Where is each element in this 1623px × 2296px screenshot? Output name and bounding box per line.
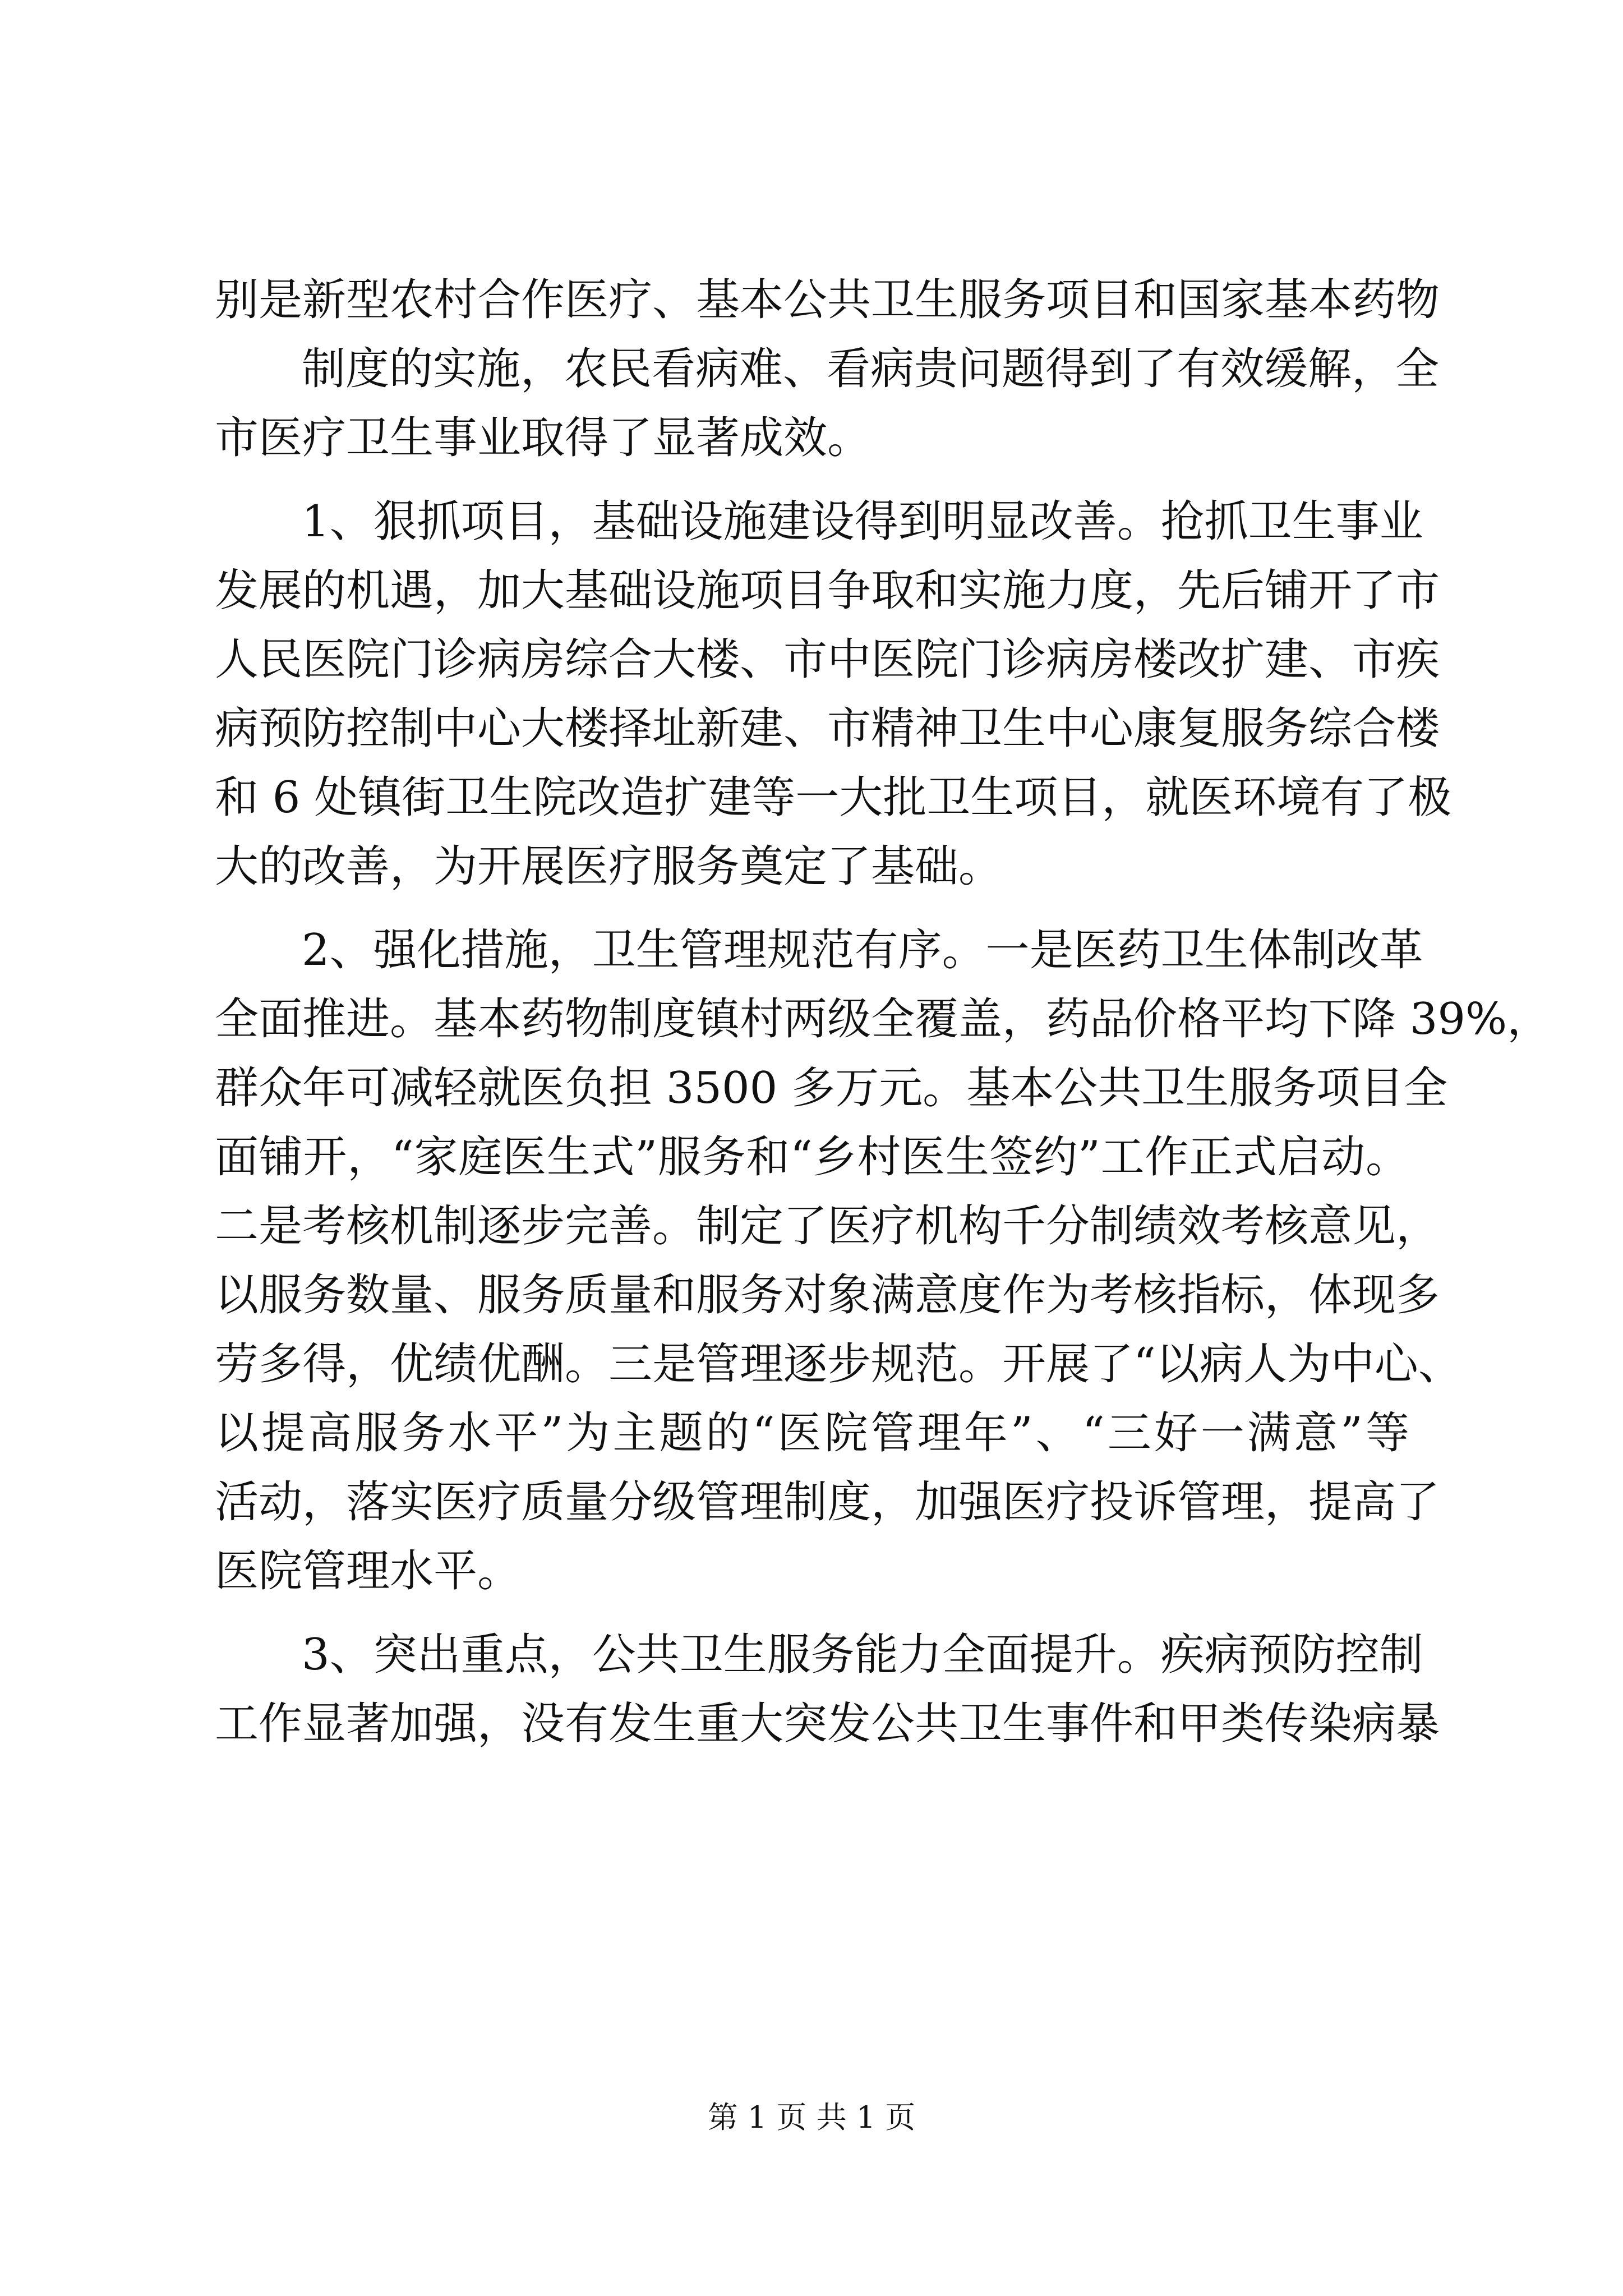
page-footer: 第 1 页 共 1 页 xyxy=(707,2100,916,2135)
text-line: 和 6 处镇街卫生院改造扩建等一大批卫生项目，就医环境有了极 xyxy=(215,772,1452,823)
text-line: 二是考核机制逐步完善。制定了医疗机构千分制绩效考核意见， xyxy=(215,1201,1440,1251)
text-line: 医院管理水平。 xyxy=(215,1546,522,1596)
paragraph-gap xyxy=(215,1606,1409,1621)
text-line: 病预防控制中心大楼择址新建、市精神卫生中心康复服务综合楼 xyxy=(215,703,1440,754)
text-line: 市医疗卫生事业取得了显著成效。 xyxy=(215,413,872,463)
paragraph-gap xyxy=(215,473,1409,487)
document-body xyxy=(215,266,1551,1759)
text-line: 发展的机遇，加大基础设施项目争取和实施力度，先后铺开了市 xyxy=(215,565,1440,616)
text-line: 全面推进。基本药物制度镇村两级全覆盖，药品价格平均下降 39%， xyxy=(215,994,1551,1045)
text-line: 1、狠抓项目，基础设施建设得到明显改善。抢抓卫生事业 xyxy=(302,496,1423,547)
text-line: 制度的实施，农民看病难、看病贵问题得到了有效缓解，全 xyxy=(302,344,1440,394)
text-line: 劳多得，优绩优酬。三是管理逐步规范。开展了“以病人为中心、 xyxy=(215,1339,1462,1389)
text-line: 群众年可减轻就医负担 3500 多万元。基本公共卫生服务项目全 xyxy=(215,1063,1448,1114)
text-line: 以提高服务水平”为主题的“医院管理年”、“三好一满意”等 xyxy=(215,1408,1409,1458)
text-line: 以服务数量、服务质量和服务对象满意度作为考核指标，体现多 xyxy=(215,1270,1440,1320)
paragraph-gap xyxy=(215,901,1409,916)
text-line: 人民医院门诊病房综合大楼、市中医院门诊病房楼改扩建、市疾 xyxy=(215,634,1440,685)
text-line: 2、强化措施，卫生管理规范有序。一是医药卫生体制改革 xyxy=(302,925,1423,976)
text-line: 3、突出重点，公共卫生服务能力全面提升。疾病预防控制 xyxy=(302,1630,1423,1680)
text-line: 别是新型农村合作医疗、基本公共卫生服务项目和国家基本药物 xyxy=(215,275,1440,325)
text-line: 工作显著加强，没有发生重大突发公共卫生事件和甲类传染病暴 xyxy=(215,1699,1440,1749)
text-line: 面铺开，“家庭医生式”服务和“乡村医生签约”工作正式启动。 xyxy=(215,1132,1409,1182)
text-line: 大的改善，为开展医疗服务奠定了基础。 xyxy=(215,841,1003,892)
text-line: 活动，落实医疗质量分级管理制度，加强医疗投诉管理，提高了 xyxy=(215,1477,1440,1527)
